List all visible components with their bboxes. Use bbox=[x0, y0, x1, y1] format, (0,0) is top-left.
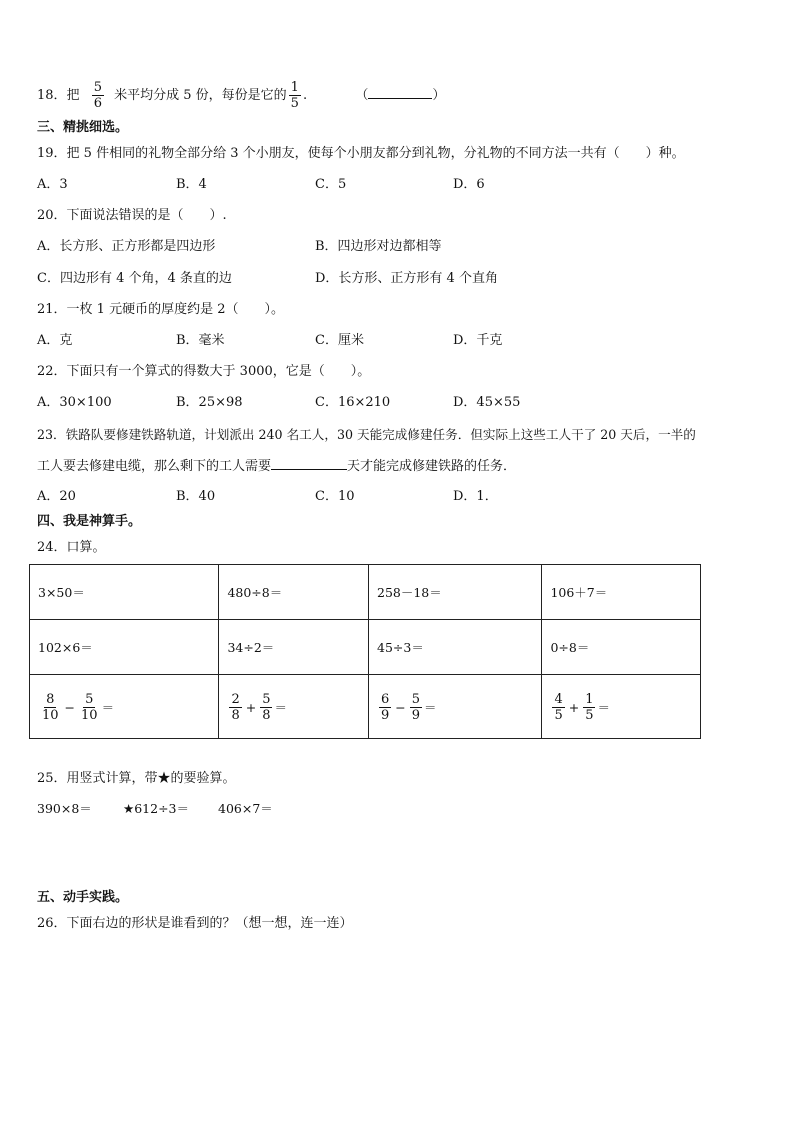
q19-option-a[interactable]: A．3 bbox=[37, 177, 68, 192]
fraction bbox=[260, 692, 272, 723]
q23-option-a[interactable]: A．20 bbox=[37, 489, 76, 504]
fraction-expression bbox=[227, 692, 287, 723]
fraction bbox=[379, 692, 391, 723]
q19-option-d[interactable]: D．6 bbox=[453, 177, 485, 192]
question-22: 22．下面只有一个算式的得数大于 3000，它是（ ）。 bbox=[37, 364, 371, 379]
table-cell[interactable] bbox=[542, 675, 701, 739]
q18-number: 18．把 bbox=[37, 88, 80, 103]
question-19: 19．把 5 件相同的礼物全部分给 3 个小朋友，使每个小朋友都分到礼物，分礼物的不同方法一共有（ ）种。 bbox=[37, 146, 685, 161]
numerator: 5 bbox=[93, 80, 102, 95]
fraction-expression bbox=[38, 692, 114, 723]
q19-option-c[interactable]: C．5 bbox=[315, 177, 347, 192]
table-cell[interactable]: 102×6＝ bbox=[30, 620, 219, 675]
fraction bbox=[410, 692, 422, 723]
table-cell[interactable]: 106＋7＝ bbox=[542, 565, 701, 620]
table-cell[interactable]: 34÷2＝ bbox=[219, 620, 369, 675]
numerator: 2 bbox=[231, 691, 240, 707]
answer-blank-23[interactable] bbox=[271, 457, 347, 470]
denominator: 5 bbox=[585, 707, 594, 723]
question-26: 26．下面右边的形状是谁看到的？（想一想，连一连） bbox=[37, 916, 353, 931]
numerator: 4 bbox=[554, 691, 563, 707]
q22-option-c[interactable]: C．16×210 bbox=[315, 395, 391, 410]
table-cell[interactable] bbox=[219, 675, 369, 739]
q18-period: . bbox=[302, 88, 308, 103]
fraction-expression bbox=[550, 692, 610, 723]
q20-option-a[interactable]: A．长方形、正方形都是四边形 bbox=[37, 239, 216, 254]
numerator: 1 bbox=[585, 691, 594, 707]
q21-option-b[interactable]: B．毫米 bbox=[176, 333, 225, 348]
question-25-label: 25．用竖式计算，带★的要验算。 bbox=[37, 771, 236, 786]
question-18 bbox=[37, 76, 445, 116]
q22-option-d[interactable]: D．45×55 bbox=[453, 395, 521, 410]
denominator: 9 bbox=[411, 707, 421, 723]
fraction bbox=[583, 692, 595, 723]
table-row bbox=[30, 675, 701, 739]
table-cell[interactable]: 3×50＝ bbox=[30, 565, 219, 620]
table-cell[interactable]: 258－18＝ bbox=[369, 565, 542, 620]
table-row bbox=[30, 565, 701, 620]
denominator: 9 bbox=[381, 707, 390, 723]
q20-option-d[interactable]: D．长方形、正方形有 4 个直角 bbox=[315, 271, 498, 286]
question-20: 20．下面说法错误的是（ ）. bbox=[37, 208, 227, 223]
numerator: 5 bbox=[411, 691, 421, 707]
answer-blank-18[interactable] bbox=[368, 86, 432, 99]
fraction-5-6 bbox=[92, 80, 104, 111]
paren-close: ） bbox=[432, 88, 446, 103]
q23-option-b[interactable]: B．40 bbox=[176, 489, 216, 504]
q20-option-c[interactable]: C．四边形有 4 个角，4 条直的边 bbox=[37, 271, 232, 286]
q18-text: 米平均分成 5 份，每份是它的 bbox=[114, 88, 287, 103]
denominator: 5 bbox=[554, 707, 563, 723]
table-cell[interactable]: 45÷3＝ bbox=[369, 620, 542, 675]
q23-option-d[interactable]: D．1． bbox=[453, 489, 498, 504]
question-24-label: 24．口算。 bbox=[37, 540, 106, 555]
q23-text-b: 天才能完成修建铁路的任务． bbox=[347, 459, 517, 474]
numerator: 1 bbox=[290, 80, 299, 95]
fraction-1-5 bbox=[289, 80, 301, 111]
table-cell[interactable] bbox=[369, 675, 542, 739]
section-4-heading: 四、我是神算手。 bbox=[37, 514, 142, 529]
numerator: 5 bbox=[262, 691, 271, 707]
q20-option-b[interactable]: B．四边形对边都相等 bbox=[315, 239, 442, 254]
paren-open: （ bbox=[355, 88, 369, 103]
mental-math-table bbox=[29, 564, 701, 739]
table-cell[interactable] bbox=[30, 675, 219, 739]
q25-item-1[interactable]: 390×8＝ bbox=[37, 801, 92, 816]
table-row bbox=[30, 620, 701, 675]
q21-option-c[interactable]: C．厘米 bbox=[315, 333, 364, 348]
q23-text-a: 工人要去修建电缆，那么剩下的工人需要 bbox=[37, 459, 272, 474]
q21-option-d[interactable]: D．千克 bbox=[453, 333, 503, 348]
table-cell[interactable]: 0÷8＝ bbox=[542, 620, 701, 675]
equals-sign: ＝ bbox=[101, 700, 115, 715]
denominator: 10 bbox=[42, 707, 59, 723]
numerator: 8 bbox=[46, 691, 55, 707]
operator: + bbox=[245, 699, 257, 715]
fraction bbox=[79, 692, 100, 723]
q25-item-3[interactable]: 406×7＝ bbox=[218, 801, 273, 816]
operator: + bbox=[568, 699, 580, 715]
section-3-heading: 三、精挑细选。 bbox=[37, 120, 129, 135]
operator: − bbox=[64, 699, 76, 715]
equals-sign: ＝ bbox=[424, 700, 437, 715]
q23-option-c[interactable]: C．10 bbox=[315, 489, 355, 504]
fraction-expression bbox=[377, 692, 437, 723]
denominator: 5 bbox=[290, 96, 299, 111]
fraction bbox=[552, 692, 564, 723]
question-21: 21．一枚 1 元硬币的厚度约是 2（ ）。 bbox=[37, 302, 284, 317]
numerator: 6 bbox=[381, 691, 390, 707]
equals-sign: ＝ bbox=[274, 700, 287, 715]
equals-sign: ＝ bbox=[597, 700, 610, 715]
question-23-line1: 23．铁路队要修建铁路轨道，计划派出 240 名工人，30 天能完成修建任务．但实际上这些工人干了 20 天后，一半的 bbox=[37, 427, 696, 442]
q22-option-a[interactable]: A．30×100 bbox=[37, 395, 112, 410]
q19-option-b[interactable]: B．4 bbox=[176, 177, 207, 192]
q21-option-a[interactable]: A．克 bbox=[37, 333, 73, 348]
q22-option-b[interactable]: B．25×98 bbox=[176, 395, 243, 410]
fraction bbox=[40, 692, 61, 723]
fraction bbox=[229, 692, 241, 723]
denominator: 6 bbox=[93, 96, 102, 111]
question-23-line2 bbox=[37, 457, 516, 476]
denominator: 8 bbox=[262, 707, 271, 723]
operator: − bbox=[395, 699, 406, 715]
table-cell[interactable]: 480÷8＝ bbox=[219, 565, 369, 620]
section-5-heading: 五、动手实践。 bbox=[37, 890, 129, 905]
q25-item-2[interactable]: ★612÷3＝ bbox=[123, 801, 189, 816]
denominator: 8 bbox=[231, 707, 240, 723]
denominator: 10 bbox=[81, 707, 98, 723]
numerator: 5 bbox=[85, 691, 94, 707]
